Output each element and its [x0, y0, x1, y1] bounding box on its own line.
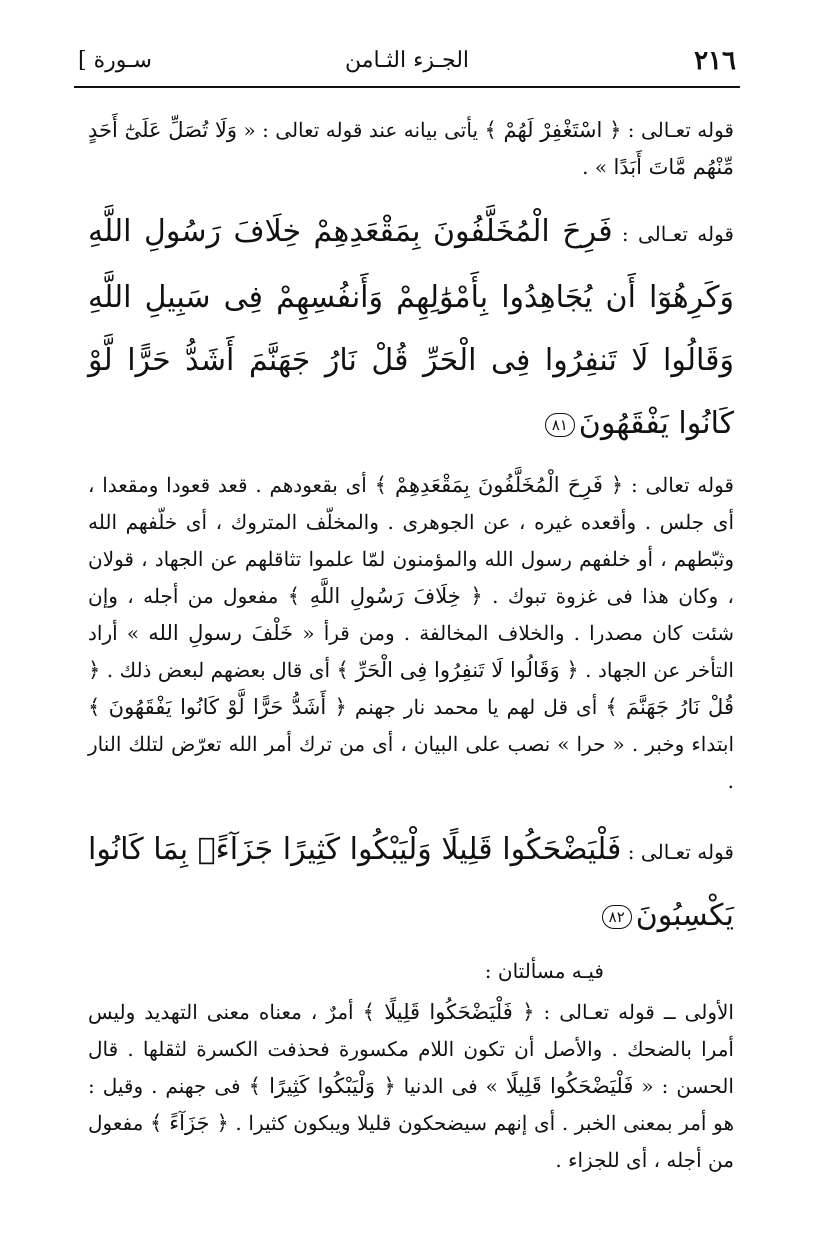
commentary-paragraph [88, 467, 734, 800]
verse-text: فَلْيَضْحَكُوا قَلِيلًا وَلْيَبْكُوا كَثِيرًا جَزَآءًۢ بِمَا كَانُوا يَكْسِبُونَ [88, 832, 734, 933]
quran-quote: ﴿ خِلَافَ رَسُولِ اللَّهِ ﴾ [287, 584, 483, 608]
page-header [74, 44, 740, 88]
running-title: الجـزء الثـامن [344, 48, 470, 73]
commentary-text: قوله تعـالى : [621, 118, 734, 142]
commentary-text: أى قل لهم يا محمد نار جهنم [346, 695, 606, 719]
quran-quote: ﴿ فَلْيَضْحَكُوا قَلِيلًا ﴾ [362, 1000, 535, 1024]
quran-quote: وَلَا تُصَلِّ عَلَىٰٓ أَحَدٍ مِّنْهُم مَّاتَ أَبَدًا [88, 118, 734, 179]
verse-number-marker: ٨١ [545, 413, 575, 437]
quran-quote: ﴿ أَشَدُّ حَرًّا لَّوْ كَانُوا يَفْقَهُونَ ﴾ [88, 695, 347, 719]
commentary-paragraph [88, 994, 734, 1179]
commentary-paragraph [88, 112, 734, 186]
commentary-text: أمرٌ ، معناه معنى التهديد وليس أمرا بالضحك . والأصل أن تكون اللام مكسورة فحذفت الكسرة لثقلها . قال الحسن : « [88, 1000, 734, 1098]
commentary-text: أى بقعودهم . قعد قعودا ومقعدا ، أى جلس . وأقعده غيره ، عن الجوهرى . والمخلّف المتروك ، أى خلّفهم الله وثبّطهم ، أو خلفهم رسول الله والمؤمنون لمّا علموا تثاقلهم عن الجهاد ، قولان ، وكان هذا فى غزوة تبوك . [88, 473, 735, 608]
commentary-text: مفعول من أجله ، أى للجزاء . [88, 1111, 734, 1172]
quran-quote: ﴿ وَلْيَبْكُوا كَثِيرًا ﴾ [248, 1074, 396, 1098]
verse-lead: قوله تعـالى : [612, 222, 734, 246]
commentary-text: مفعول من أجله ، وإن شئت كان مصدرا . والخلاف المخالفة . ومن قرأ « [88, 584, 734, 645]
commentary-text: ابتداء وخبر . « حرا » نصب على البيان ، أى من ترك أمر الله تعرّض لتلك النار . [88, 732, 734, 793]
quran-quote: ﴿ وَقَالُوا لَا تَنفِرُوا فِى الْحَرِّ ﴾ [336, 658, 579, 682]
verse-number-marker: ٨٢ [602, 905, 632, 929]
quran-quote: ﴿ جَزَآءً ﴾ [149, 1111, 229, 1135]
quran-quote: ﴿ فَرِحَ الْمُخَلَّفُونَ بِمَقْعَدِهِمْ ﴾ [374, 473, 624, 497]
commentary-text: يأتى بيانه عند قوله تعالى : « [237, 118, 485, 142]
verse-text: فَرِحَ الْمُخَلَّفُونَ بِمَقْعَدِهِمْ خِلَافَ رَسُولِ اللَّهِ وَكَرِهُوٓا أَن يُجَاهِدُوا بِأَمْوَٰلِهِمْ وَأَنفُسِهِمْ فِى سَبِيلِ اللَّهِ وَقَالُوا لَا تَنفِرُوا فِى الْحَرِّ قُلْ نَارُ جَهَنَّمَ أَشَدُّ حَرًّا لَّوْ كَانُوا يَفْقَهُونَ [88, 214, 734, 441]
quran-quote: فَلْيَضْحَكُوا قَلِيلًا [505, 1074, 634, 1098]
quran-quote: ﴿ قُلْ نَارُ جَهَنَّمَ ﴾ [88, 658, 734, 719]
commentary-text: » . [582, 155, 614, 179]
quran-quote: خَلْفَ رسولِ الله [148, 621, 294, 645]
commentary-text: قوله تعالى : [623, 473, 734, 497]
commentary-text: الأولى ــ قوله تعـالى : [534, 1000, 734, 1024]
verse-block [88, 200, 734, 455]
commentary-text: أى قال بعضهم لبعض ذلك . [100, 658, 337, 682]
section-heading: فيـه مسألتان : [484, 959, 604, 983]
surah-label: سـورة ] [78, 48, 152, 73]
commentary-text: » أراد التأخر عن الجهاد . [88, 621, 734, 682]
quran-quote: ﴿ اسْتَغْفِرْ لَهُمْ ﴾ [484, 118, 622, 142]
page-body [88, 112, 734, 1179]
verse-lead: قوله تعـالى : [621, 840, 734, 864]
commentary-text: » فى الدنيا [395, 1074, 506, 1098]
commentary-text: فى جهنم . وقيل : هو أمر بمعنى الخبر . أى إنهم سيضحكون قليلا ويبكون كثيرا . [88, 1074, 735, 1135]
verse-block [88, 818, 734, 947]
page-number: ٢١٦ [694, 46, 736, 76]
